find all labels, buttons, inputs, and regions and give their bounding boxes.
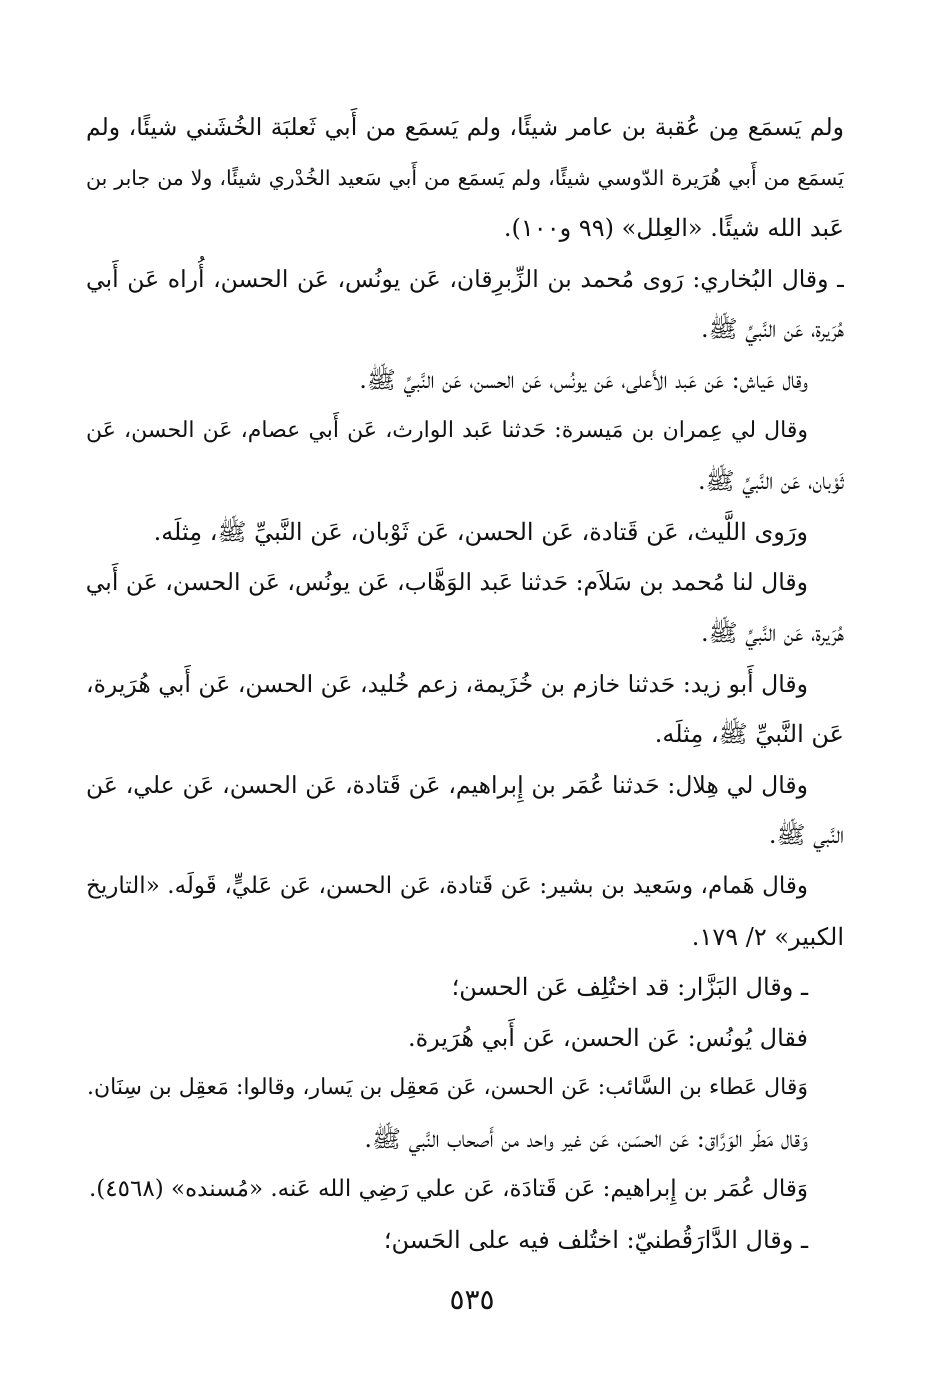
- text-line: ورَوى اللَّيث، عَن قَتادة، عَن الحسن، عَن ثَوْبان، عَن النَّبيِّ ﷺ، مِثلَه.: [153, 517, 808, 546]
- text-line: وَقال مَطَر الوَرَّاق: عَن الحسَن، عَن غير واحد من أَصحاب النَّبي ﷺ.: [364, 1124, 808, 1153]
- body-text: [86, 102, 844, 1266]
- text-line: وقال لي عِمران بن مَيسرة: حَدثنا عَبد الوارث، عَن أَبي عصام، عَن الحسن، عَن: [86, 417, 808, 443]
- text-line: ثَوْبان، عَن النَّبيِّ ﷺ.: [697, 467, 844, 496]
- text-line: ـ وقال الدَّارَقُطنيّ: اختُلف فيه على الحَسن؛: [383, 1226, 808, 1255]
- text-line: وقال هَمام، وسَعيد بن بشير: عَن قَتادة، عَن الحسن، عَن عَليٍّ، قَولَه. «التاريخ: [86, 872, 808, 899]
- text-line: عَن النَّبيِّ ﷺ، مِثلَه.: [654, 720, 844, 749]
- text-line: وقال عَياش: عَن عَبد الأَعلى، عَن يونُس، عَن الحسن، عَن النَّبيِّ ﷺ.: [359, 365, 808, 394]
- text-line: ولم يَسمَع مِن عُقبة بن عامر شيئًا، ولم يَسمَع من أَبي ثَعلبَة الخُشَني شيئًا، ولم: [86, 113, 844, 141]
- text-line: وقال لي هِلال: حَدثنا عُمَر بن إِبراهيم، عَن قَتادة، عَن الحسن، عَن علي، عَن: [86, 770, 808, 799]
- text-line: يَسمَع من أَبي هُرَيرة الدّوسي شيئًا، ولم يَسمَع من أَبي سَعيد الخُدْري شيئًا، ولا من جابر بن: [86, 165, 844, 190]
- text-line: وَقال عَطاء بن السَّائب: عَن الحسن، عَن مَعقِل بن يَسار، وقالوا: مَعقِل بن سِنَان.: [86, 1075, 808, 1101]
- page-number: ٥٣٥: [449, 1283, 495, 1316]
- text-line: وَقال عُمَر بن إِبراهيم: عَن قَتادَة، عَن علي رَضِي الله عَنه. «مُسنده» (٤٥٦٨).: [89, 1176, 808, 1203]
- text-line: ـ وقال البُخاري: رَوى مُحمد بن الزِّبرِقان، عَن يونُس، عَن الحسن، أُراه عَن أَبي: [86, 264, 844, 293]
- text-line: عَبد الله شيئًا. «العِلل» (٩٩ و١٠٠).: [503, 214, 844, 243]
- text-line: هُرَيرة، عَن النَّبيِّ ﷺ.: [700, 315, 844, 344]
- text-line: النَّبي ﷺ.: [768, 821, 844, 850]
- text-line: وقال لنا مُحمد بن سَلاَم: حَدثنا عَبد الوَهَّاب، عَن يونُس، عَن الحسن، عَن أَبي: [86, 568, 808, 597]
- text-line: وقال أَبو زيد: حَدثنا خازم بن خُزَيمة، زعم خُليد، عَن الحسن، عَن أَبي هُرَيرة،: [86, 669, 808, 698]
- text-line: هُرَيرة، عَن النَّبيِّ ﷺ.: [700, 618, 844, 647]
- text-line: فقال يُونُس: عَن الحسن، عَن أَبي هُرَيرة.: [407, 1023, 808, 1052]
- text-line: ـ وقال البَزَّار: قد اختُلِف عَن الحسن؛: [451, 973, 808, 1002]
- text-line: الكبير» ٢/ ١٧٩.: [691, 922, 844, 951]
